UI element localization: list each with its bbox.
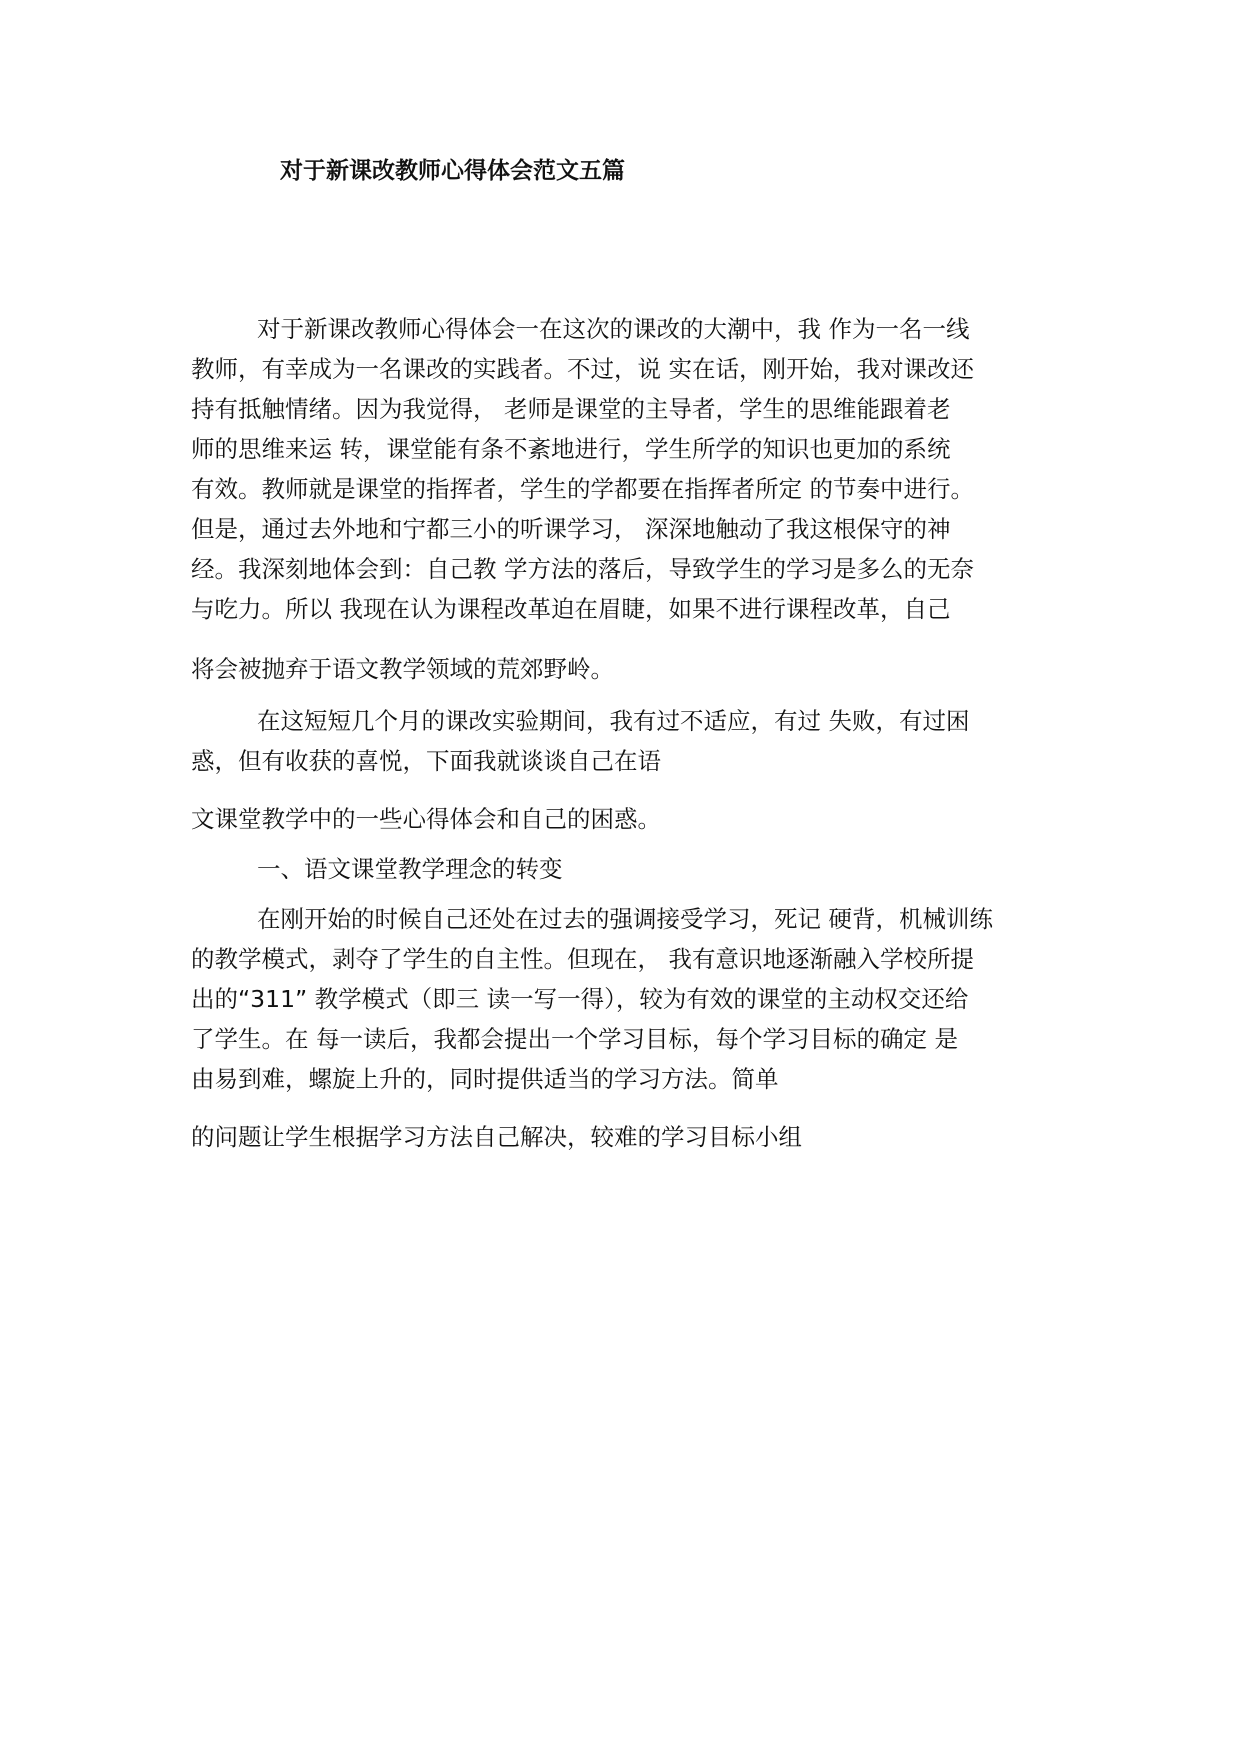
paragraph-line-10: 在这短短几个月的课改实验期间，我有过不适应，有过 失败，有过困 — [257, 707, 970, 735]
paragraph-line-5: 有效。教师就是课堂的指挥者，学生的学都要在指挥者所定 的节奏中进行。 — [191, 475, 974, 503]
paragraph-line-3: 持有抵触情绪。因为我觉得， 老师是课堂的主导者，学生的思维能跟着老 — [191, 395, 951, 423]
paragraph-line-12: 文课堂教学中的一些心得体会和自己的困惑。 — [191, 805, 661, 833]
document-title: 对于新课改教师心得体会范文五篇 — [280, 158, 625, 184]
paragraph-line-7: 经。我深刻地体会到：自己教 学方法的落后，导致学生的学习是多么的无奈 — [191, 555, 974, 583]
paragraph-line-9: 将会被抛弃于语文教学领域的荒郊野岭。 — [191, 655, 614, 683]
section-heading: 一、语文课堂教学理念的转变 — [257, 855, 563, 883]
paragraph-line-16: 了学生。在 每一读后，我都会提出一个学习目标，每个学习目标的确定 是 — [191, 1025, 958, 1053]
paragraph-line-15: 出的“311” 教学模式（即三 读一写一得），较为有效的课堂的主动权交还给 — [191, 985, 969, 1013]
paragraph-line-2: 教师，有幸成为一名课改的实践者。不过，说 实在话，刚开始，我对课改还 — [191, 355, 974, 383]
paragraph-line-6: 但是，通过去外地和宁都三小的听课学习， 深深地触动了我这根保守的神 — [191, 515, 951, 543]
paragraph-line-11: 惑，但有收获的喜悦，下面我就谈谈自己在语 — [191, 747, 661, 775]
paragraph-line-17: 由易到难，螺旋上升的，同时提供适当的学习方法。简单 — [191, 1065, 779, 1093]
paragraph-line-13: 在刚开始的时候自己还处在过去的强调接受学习，死记 硬背，机械训练 — [257, 905, 993, 933]
paragraph-line-8: 与吃力。所以 我现在认为课程改革迫在眉睫，如果不进行课程改革，自己 — [191, 595, 951, 623]
paragraph-line-18: 的问题让学生根据学习方法自己解决，较难的学习目标小组 — [191, 1123, 802, 1151]
paragraph-line-1: 对于新课改教师心得体会一在这次的课改的大潮中，我 作为一名一线 — [257, 315, 970, 343]
paragraph-line-4: 师的思维来运 转，课堂能有条不紊地进行，学生所学的知识也更加的系统 — [191, 435, 951, 463]
paragraph-line-14: 的教学模式，剥夺了学生的自主性。但现在， 我有意识地逐渐融入学校所提 — [191, 945, 974, 973]
